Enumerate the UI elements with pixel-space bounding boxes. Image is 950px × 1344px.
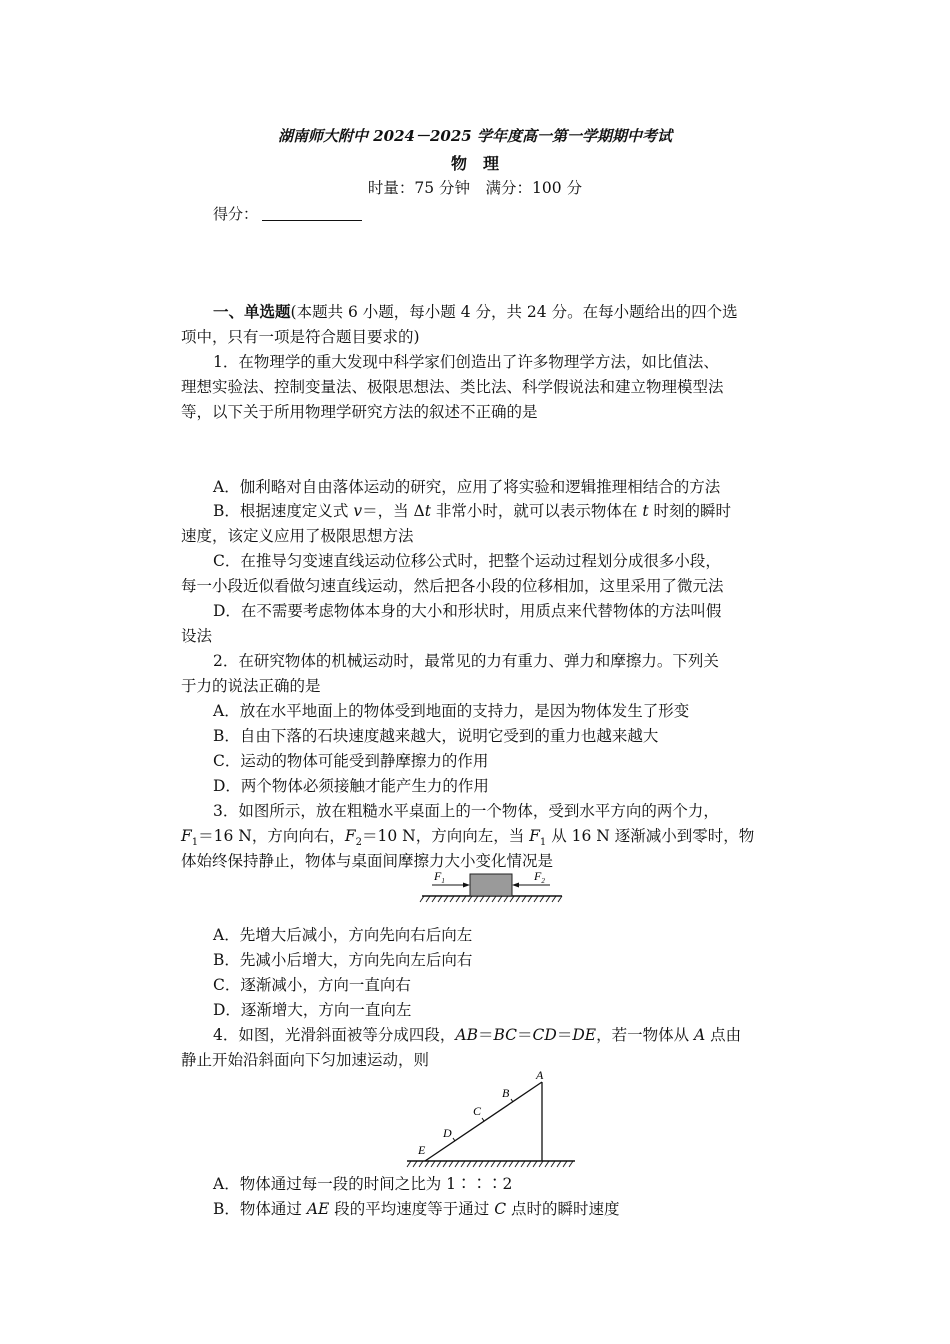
q3-option-b: B．先减小后增大，方向先向左后向右	[213, 951, 473, 969]
point-d-label: D	[443, 1126, 452, 1140]
q3-option-d: D．逐渐增大，方向一直向左	[213, 1001, 412, 1019]
ground-hatch	[420, 896, 562, 902]
point-c-label: C	[473, 1104, 482, 1118]
q2-option-b: B．自由下落的石块速度越来越大，说明它受到的重力也越来越大	[213, 727, 659, 745]
q4-option-b: B．物体通过 AE 段的平均速度等于通过 C 点时的瞬时速度	[213, 1200, 620, 1218]
q4-option-a: A．物体通过每一段的时间之比为 1∶∶∶2	[213, 1175, 513, 1193]
score-line	[213, 204, 362, 224]
q1-stem-line3: 等，以下关于所用物理学研究方法的叙述不正确的是	[181, 403, 538, 421]
q3-stem-line1: 3．如图所示，放在粗糙水平桌面上的一个物体，受到水平方向的两个力，	[213, 802, 719, 820]
q1-option-c-line1: C．在推导匀变速直线运动位移公式时，把整个运动过程划分成很多小段，	[213, 552, 721, 570]
ground-hatch	[407, 1161, 573, 1167]
point-e-label: E	[418, 1143, 426, 1157]
subject-title: 物 理	[450, 154, 499, 173]
q1-stem-line2: 理想实验法、控制变量法、极限思想法、类比法、科学假说法和建立物理模型法	[181, 378, 724, 396]
q2-stem-line2: 于力的说法正确的是	[181, 677, 321, 695]
section1-desc-line2: 项中，只有一项是符合题目要求的)	[181, 328, 420, 346]
q3-figure	[410, 866, 570, 908]
q1-option-c-line2: 每一小段近似看做匀速直线运动，然后把各小段的位移相加，这里采用了微元法	[181, 577, 724, 595]
q2-option-a: A．放在水平地面上的物体受到地面的支持力，是因为物体发生了形变	[213, 702, 690, 720]
q3-stem-line3: 体始终保持静止，物体与桌面间摩擦力大小变化情况是	[181, 852, 554, 870]
fig-f1-label: $F_1$	[434, 869, 445, 885]
fig-f2-label: $F_2$	[534, 869, 545, 885]
q2-option-d: D．两个物体必须接触才能产生力的作用	[213, 777, 489, 795]
section1-desc-line1: 一、单选题(本题共 6 小题，每小题 4 分，共 24 分。在每小题给出的四个选	[213, 303, 738, 321]
q1-option-b-line1: B．根据速度定义式 v＝，当 Δt 非常小时，就可以表示物体在 t 时刻的瞬时	[213, 502, 731, 520]
point-b-label: B	[502, 1086, 510, 1100]
q1-option-b-line2: 速度，该定义应用了极限思想方法	[181, 527, 414, 545]
q2-stem-line1: 2．在研究物体的机械运动时，最常见的力有重力、弹力和摩擦力。下列关	[213, 652, 719, 670]
q3-option-a: A．先增大后减小，方向先向右后向左	[213, 926, 473, 944]
q2-option-c: C．运动的物体可能受到静摩擦力的作用	[213, 752, 489, 770]
q3-stem-line2: $F_1=16$ N，方向向右，$F_2=10$ N，方向向左，当 $F_1$ 从 16 N 逐渐减小到零时，物	[181, 827, 755, 849]
section1-heading: 一、单选题	[213, 303, 291, 321]
score-blank	[262, 206, 362, 221]
incline	[425, 1082, 542, 1161]
q1-option-a: A．伽利略对自由落体运动的研究，应用了将实验和逻辑推理相结合的方法	[213, 478, 721, 496]
q3-option-c: C．逐渐减小，方向一直向右	[213, 976, 411, 994]
q4-stem-line2: 静止开始沿斜面向下匀加速运动，则	[181, 1051, 430, 1069]
q1-option-d-line2: 设法	[181, 627, 213, 645]
score-label: 得分：	[213, 205, 259, 223]
exam-title: 湖南师大附中 2024－2025 学年度高一第一学期期中考试	[278, 127, 672, 145]
q4-figure	[405, 1065, 580, 1170]
q1-option-d-line1: D．在不需要考虑物体本身的大小和形状时，用质点来代替物体的方法叫假	[213, 602, 722, 620]
point-a-label: A	[536, 1068, 544, 1082]
block	[470, 874, 512, 896]
time-info: 时量：75 分钟 满分：100 分	[367, 179, 583, 197]
q4-stem-line1: 4．如图，光滑斜面被等分成四段，AB＝BC＝CD＝DE，若一物体从 A 点由	[213, 1026, 742, 1044]
q1-stem-line1: 1．在物理学的重大发现中科学家们创造出了许多物理学方法，如比值法、	[213, 353, 719, 371]
